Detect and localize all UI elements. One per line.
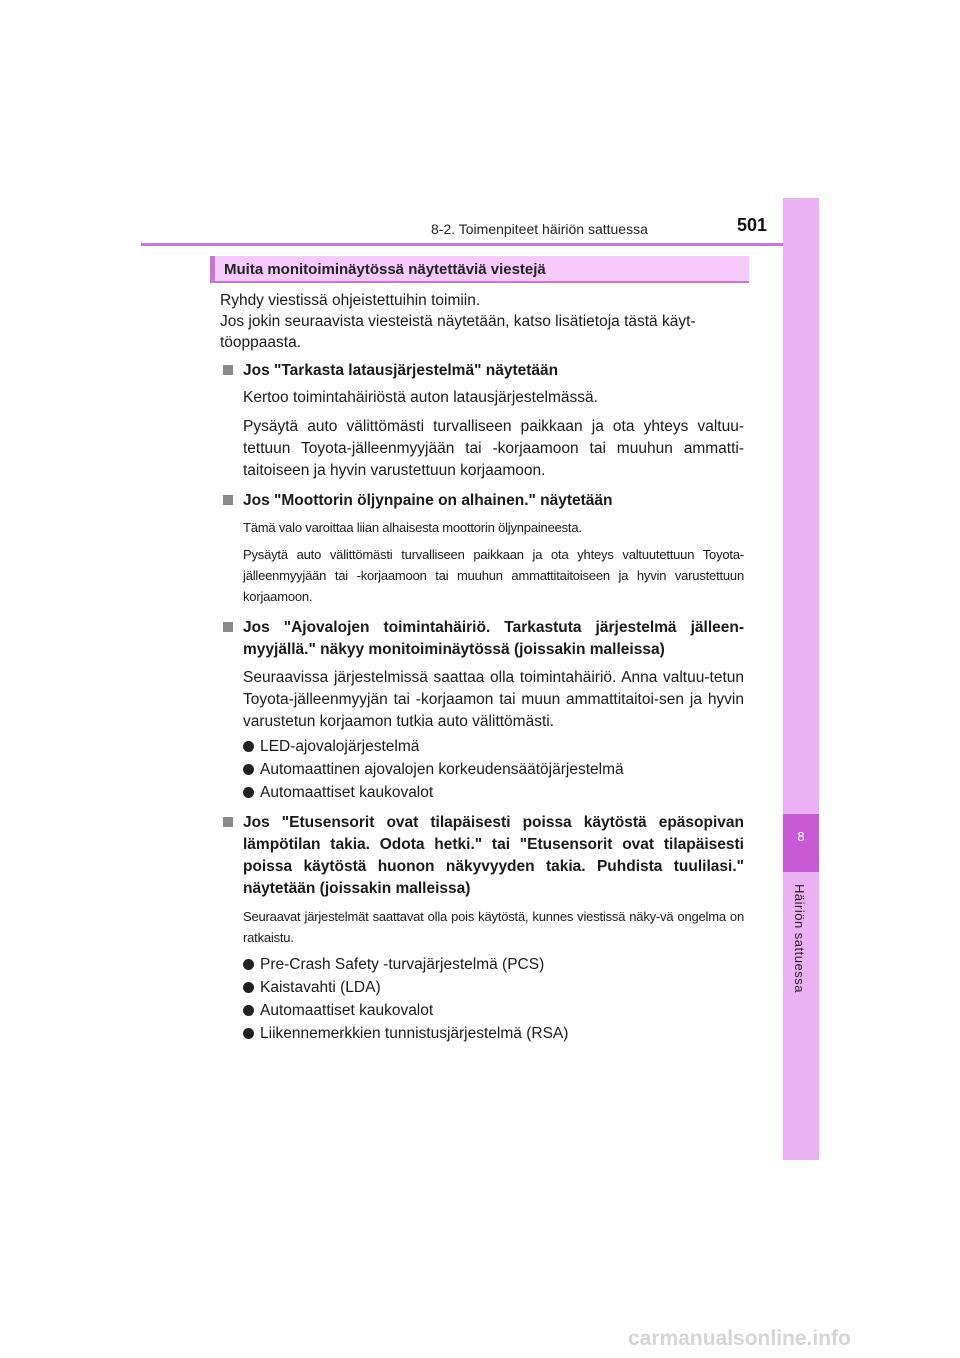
bullet-dot-icon (243, 741, 254, 752)
paragraph: Kertoo toimintahäiriöstä auton latausjärjestelmässä. (243, 389, 598, 406)
list-item: Kaistavahti (LDA) (220, 976, 744, 999)
list-item: Liikennemerkkien tunnistusjärjestelmä (RSA) (220, 1022, 744, 1045)
square-bullet-icon (223, 495, 233, 505)
list-item: Automaattinen ajovalojen korkeudensäätöjärjestelmä (220, 758, 744, 781)
intro (220, 290, 744, 353)
list-item: LED-ajovalojärjestelmä (220, 735, 744, 758)
bullet-dot-icon (243, 764, 254, 775)
watermark: carmanualsonline.info (628, 1327, 851, 1350)
note-paragraph: Seuraavat järjestelmät saattavat olla pois käytöstä, kunnes viestissä näky-vä ongelma on ratkaistu. (243, 909, 744, 945)
header-divider (141, 243, 819, 246)
bullet-dot-icon (243, 1028, 254, 1039)
section-heading: Jos "Moottorin öljynpaine on alhainen." näytetään (220, 490, 744, 512)
section-heading: Jos "Ajovalojen toimintahäiriö. Tarkastuta järjestelmä jälleen-myyjällä." näkyy monitoiminäytössä (joissakin malleissa) (220, 617, 744, 661)
page-number: 501 (737, 215, 768, 235)
list-item: Pre-Crash Safety -turvajärjestelmä (PCS) (220, 953, 744, 976)
square-bullet-icon (223, 365, 233, 375)
section-heading: Jos "Tarkasta latausjärjestelmä" näytetään (220, 360, 744, 382)
bullet-dot-icon (243, 787, 254, 798)
bullet-dot-icon (243, 959, 254, 970)
chapter-name: Häiriön sattuessa (792, 884, 807, 993)
chapter-side-tab (783, 198, 819, 1160)
box-title: Muita monitoiminäytössä näytettäviä viestejä (210, 256, 749, 283)
main-content (220, 290, 744, 1045)
list-item: Automaattiset kaukovalot (220, 781, 744, 804)
bullet-dot-icon (243, 1005, 254, 1016)
paragraph: Seuraavissa järjestelmissä saattaa olla toimintahäiriö. Anna valtuu-tetun Toyota-jälleenmyyjän tai -korjaamon tai muun ammattitaitoi-sen ja hyvin varustetun korjaamon tutkia auto välittömästi. (243, 669, 744, 730)
bullet-dot-icon (243, 982, 254, 993)
intro-line: Jos jokin seuraavista viesteistä näytetään, katso lisätietoja tästä käyt-töoppaasta. (220, 313, 696, 351)
section-title: 8-2. Toimenpiteet häiriön sattuessa (431, 221, 648, 237)
list-item: Automaattiset kaukovalot (220, 999, 744, 1022)
chapter-number: 8 (797, 829, 805, 844)
note-paragraph: Pysäytä auto välittömästi turvalliseen paikkaan ja ota yhteys valtuutettuun Toyota-jälleenmyyjään tai -korjaamoon tai muuhun ammattitaitoiseen ja hyvin varustettuun korjaamoon. (243, 547, 744, 604)
section-heading: Jos "Etusensorit ovat tilapäisesti poissa käytöstä epäsopivan lämpötilan takia. Odota hetki." tai "Etusensorit ovat tilapäisesti poissa käytöstä huonon näkyvyyden takia. Puhdista tuulilasi." näytetään (joissakin malleissa) (220, 812, 744, 900)
intro-line: Ryhdy viestissä ohjeistettuihin toimiin. (220, 292, 481, 309)
paragraph: Pysäytä auto välittömästi turvalliseen paikkaan ja ota yhteys valtuu-tettuun Toyota-jälleenmyyjään tai -korjaamoon tai muuhun ammatti-taitoiseen ja hyvin varustettuun korjaamoon. (243, 418, 744, 479)
square-bullet-icon (223, 622, 233, 632)
square-bullet-icon (223, 817, 233, 827)
note-paragraph: Tämä valo varoittaa liian alhaisesta moottorin öljynpaineesta. (243, 520, 582, 535)
